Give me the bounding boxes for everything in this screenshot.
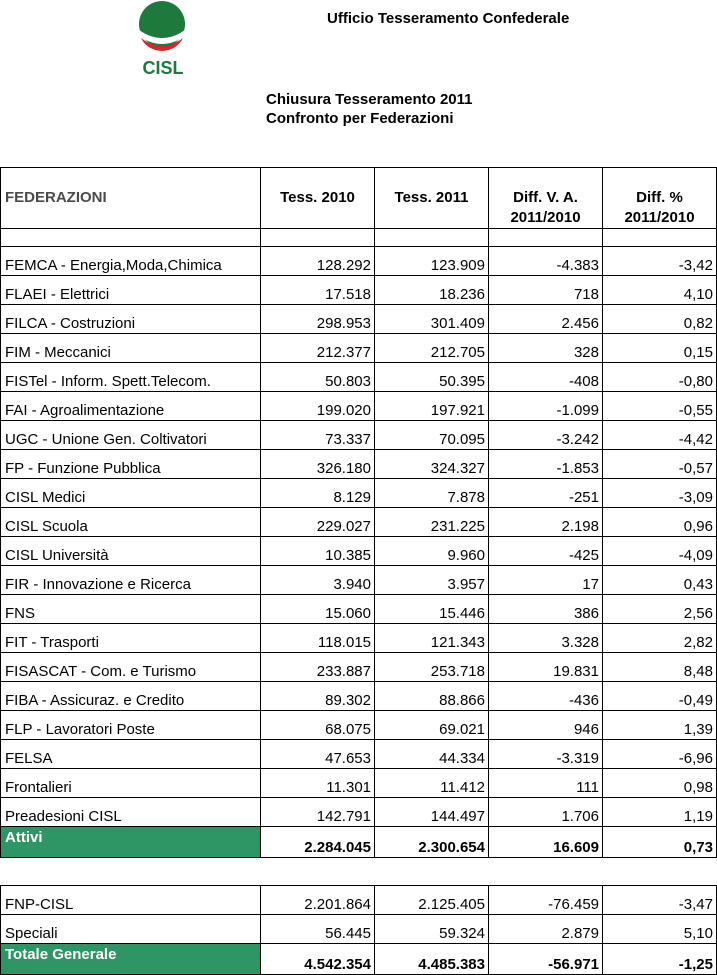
cell-diff-va: -1.099 xyxy=(489,392,603,421)
cell-diff-va: -3.319 xyxy=(489,740,603,769)
cell-tess-2011: 212.705 xyxy=(375,334,489,363)
cell-tess-2011: 2.125.405 xyxy=(375,886,489,915)
cell-diff-va: -3.242 xyxy=(489,421,603,450)
cell-tess-2010: 212.377 xyxy=(261,334,375,363)
table-row xyxy=(1,653,717,682)
table-row xyxy=(1,450,717,479)
cell-federazione: FISASCAT - Com. e Turismo xyxy=(1,653,261,682)
cell-tess-2010: 298.953 xyxy=(261,305,375,334)
cell-diff-pct: 4,10 xyxy=(603,276,717,305)
cell-diff-pct: 0,96 xyxy=(603,508,717,537)
cell-diff-va: -425 xyxy=(489,537,603,566)
cell-diff-va: 328 xyxy=(489,334,603,363)
cell-tess-2010: 73.337 xyxy=(261,421,375,450)
cell-diff-va: 386 xyxy=(489,595,603,624)
cell-tess-2011: 2.300.654 xyxy=(375,827,489,858)
cell-tess-2010: 128.292 xyxy=(261,247,375,276)
cell-tess-2010: 89.302 xyxy=(261,682,375,711)
cell-diff-pct: -0,55 xyxy=(603,392,717,421)
cell-tess-2011: 231.225 xyxy=(375,508,489,537)
col-header-diff-va xyxy=(489,168,603,229)
table-row xyxy=(1,305,717,334)
cell-diff-va: -1.853 xyxy=(489,450,603,479)
cell-tess-2011: 4.485.383 xyxy=(375,944,489,975)
cell-federazione: Frontalieri xyxy=(1,769,261,798)
table-row xyxy=(1,886,717,915)
cell-tess-2011: 121.343 xyxy=(375,624,489,653)
cell-diff-va: -408 xyxy=(489,363,603,392)
cell-tess-2010: 233.887 xyxy=(261,653,375,682)
federations-table xyxy=(0,167,717,975)
cell-diff-pct: 0,98 xyxy=(603,769,717,798)
cell-tess-2011: 50.395 xyxy=(375,363,489,392)
cell-tess-2011: 123.909 xyxy=(375,247,489,276)
cell-federazione: FLP - Lavoratori Poste xyxy=(1,711,261,740)
cell-federazione: FP - Funzione Pubblica xyxy=(1,450,261,479)
cell-diff-pct: -4,42 xyxy=(603,421,717,450)
cell-tess-2010: 68.075 xyxy=(261,711,375,740)
cell-diff-va: 111 xyxy=(489,769,603,798)
cell-diff-pct: 5,10 xyxy=(603,915,717,944)
cell-federazione: CISL Medici xyxy=(1,479,261,508)
cell-tess-2011: 253.718 xyxy=(375,653,489,682)
table-row xyxy=(1,682,717,711)
cell-tess-2010: 50.803 xyxy=(261,363,375,392)
cell-diff-pct: -6,96 xyxy=(603,740,717,769)
col-header-tess-2011: Tess. 2011 xyxy=(375,168,489,229)
table-row xyxy=(1,276,717,305)
cell-tess-2011: 44.334 xyxy=(375,740,489,769)
cell-tess-2011: 70.095 xyxy=(375,421,489,450)
cell-tess-2011: 15.446 xyxy=(375,595,489,624)
col-header-tess-2010: Tess. 2010 xyxy=(261,168,375,229)
cell-diff-pct: -3,42 xyxy=(603,247,717,276)
cell-diff-pct: -0,57 xyxy=(603,450,717,479)
table-row xyxy=(1,392,717,421)
cell-federazione: FISTel - Inform. Spett.Telecom. xyxy=(1,363,261,392)
cell-diff-va: -251 xyxy=(489,479,603,508)
cell-federazione: CISL Scuola xyxy=(1,508,261,537)
table-row xyxy=(1,537,717,566)
table-gap-row xyxy=(1,858,717,886)
cell-tess-2011: 88.866 xyxy=(375,682,489,711)
title-line-2: Confronto per Federazioni xyxy=(266,110,454,127)
table-row xyxy=(1,740,717,769)
col-header-diff-va-line2: 2011/2010 xyxy=(510,209,581,226)
cell-federazione: Speciali xyxy=(1,915,261,944)
cell-diff-va: 718 xyxy=(489,276,603,305)
col-header-diff-pct-line2: 2011/2010 xyxy=(624,209,695,226)
table-row xyxy=(1,798,717,827)
cell-tess-2010: 56.445 xyxy=(261,915,375,944)
cell-tess-2011: 9.960 xyxy=(375,537,489,566)
cell-tess-2011: 324.327 xyxy=(375,450,489,479)
table-row xyxy=(1,508,717,537)
cell-federazione: FLAEI - Elettrici xyxy=(1,276,261,305)
cell-diff-pct: 0,73 xyxy=(603,827,717,858)
cell-diff-va: 17 xyxy=(489,566,603,595)
cell-tess-2010: 11.301 xyxy=(261,769,375,798)
table-row xyxy=(1,363,717,392)
cell-tess-2010: 47.653 xyxy=(261,740,375,769)
col-header-diff-va-line1: Diff. V. A. xyxy=(513,189,578,206)
cell-diff-pct: 2,82 xyxy=(603,624,717,653)
cell-tess-2010: 229.027 xyxy=(261,508,375,537)
cell-tess-2010: 2.201.864 xyxy=(261,886,375,915)
logo-text: CISL xyxy=(142,58,184,78)
table-row xyxy=(1,624,717,653)
cisl-logo xyxy=(133,0,193,78)
table-header-row xyxy=(1,168,717,229)
cell-diff-va: 2.456 xyxy=(489,305,603,334)
cell-federazione: CISL Università xyxy=(1,537,261,566)
table-row xyxy=(1,479,717,508)
table-row xyxy=(1,711,717,740)
cell-tess-2010: 4.542.354 xyxy=(261,944,375,975)
cell-federazione: Attivi xyxy=(1,827,261,858)
title-line-1: Chiusura Tesseramento 2011 xyxy=(266,91,473,108)
cell-tess-2010: 17.518 xyxy=(261,276,375,305)
cell-diff-va: -4.383 xyxy=(489,247,603,276)
table-row xyxy=(1,769,717,798)
cell-tess-2010: 3.940 xyxy=(261,566,375,595)
cell-tess-2010: 10.385 xyxy=(261,537,375,566)
cell-federazione: Preadesioni CISL xyxy=(1,798,261,827)
cell-federazione: FELSA xyxy=(1,740,261,769)
col-header-federazioni: FEDERAZIONI xyxy=(1,168,261,229)
cell-federazione: FNS xyxy=(1,595,261,624)
cell-diff-pct: 1,39 xyxy=(603,711,717,740)
table-row xyxy=(1,334,717,363)
cell-tess-2010: 15.060 xyxy=(261,595,375,624)
table-row xyxy=(1,915,717,944)
cell-tess-2010: 118.015 xyxy=(261,624,375,653)
cell-tess-2011: 301.409 xyxy=(375,305,489,334)
grand-total-row xyxy=(1,944,717,975)
table-row xyxy=(1,566,717,595)
cell-federazione: FEMCA - Energia,Moda,Chimica xyxy=(1,247,261,276)
cell-diff-va: 2.879 xyxy=(489,915,603,944)
table-row xyxy=(1,247,717,276)
col-header-diff-pct-line1: Diff. % xyxy=(636,189,683,206)
cell-tess-2011: 59.324 xyxy=(375,915,489,944)
cell-diff-va: -56.971 xyxy=(489,944,603,975)
cell-federazione: FIT - Trasporti xyxy=(1,624,261,653)
table-spacer-row xyxy=(1,229,717,247)
cell-diff-pct: -3,09 xyxy=(603,479,717,508)
cell-federazione: FAI - Agroalimentazione xyxy=(1,392,261,421)
cell-diff-va: 946 xyxy=(489,711,603,740)
cell-tess-2010: 8.129 xyxy=(261,479,375,508)
cell-diff-pct: 0,43 xyxy=(603,566,717,595)
cell-federazione: FILCA - Costruzioni xyxy=(1,305,261,334)
cell-diff-va: -76.459 xyxy=(489,886,603,915)
cell-tess-2011: 144.497 xyxy=(375,798,489,827)
cell-diff-pct: -0,49 xyxy=(603,682,717,711)
cell-diff-va: -436 xyxy=(489,682,603,711)
cell-federazione: FIR - Innovazione e Ricerca xyxy=(1,566,261,595)
cell-diff-pct: 1,19 xyxy=(603,798,717,827)
cell-diff-va: 19.831 xyxy=(489,653,603,682)
cell-federazione: Totale Generale xyxy=(1,944,261,975)
cell-tess-2010: 326.180 xyxy=(261,450,375,479)
cell-tess-2011: 11.412 xyxy=(375,769,489,798)
document-title xyxy=(266,90,472,128)
cell-federazione: FNP-CISL xyxy=(1,886,261,915)
cell-diff-va: 1.706 xyxy=(489,798,603,827)
cell-diff-pct: 0,82 xyxy=(603,305,717,334)
table-row xyxy=(1,595,717,624)
cell-tess-2011: 18.236 xyxy=(375,276,489,305)
cell-federazione: FIM - Meccanici xyxy=(1,334,261,363)
table-row xyxy=(1,421,717,450)
cell-federazione: FIBA - Assicuraz. e Credito xyxy=(1,682,261,711)
cell-diff-pct: 2,56 xyxy=(603,595,717,624)
office-title: Ufficio Tesseramento Confederale xyxy=(327,10,570,27)
cell-diff-va: 3.328 xyxy=(489,624,603,653)
cell-diff-pct: 0,15 xyxy=(603,334,717,363)
cell-tess-2010: 2.284.045 xyxy=(261,827,375,858)
cell-federazione: UGC - Unione Gen. Coltivatori xyxy=(1,421,261,450)
cell-diff-pct: -3,47 xyxy=(603,886,717,915)
cell-tess-2011: 197.921 xyxy=(375,392,489,421)
cell-tess-2010: 142.791 xyxy=(261,798,375,827)
cell-tess-2010: 199.020 xyxy=(261,392,375,421)
cell-diff-va: 2.198 xyxy=(489,508,603,537)
cell-tess-2011: 69.021 xyxy=(375,711,489,740)
cell-diff-pct: -4,09 xyxy=(603,537,717,566)
col-header-diff-pct xyxy=(603,168,717,229)
cell-diff-va: 16.609 xyxy=(489,827,603,858)
cell-tess-2011: 7.878 xyxy=(375,479,489,508)
attivi-total-row xyxy=(1,827,717,858)
cell-diff-pct: -0,80 xyxy=(603,363,717,392)
cell-diff-pct: 8,48 xyxy=(603,653,717,682)
cell-diff-pct: -1,25 xyxy=(603,944,717,975)
cell-tess-2011: 3.957 xyxy=(375,566,489,595)
